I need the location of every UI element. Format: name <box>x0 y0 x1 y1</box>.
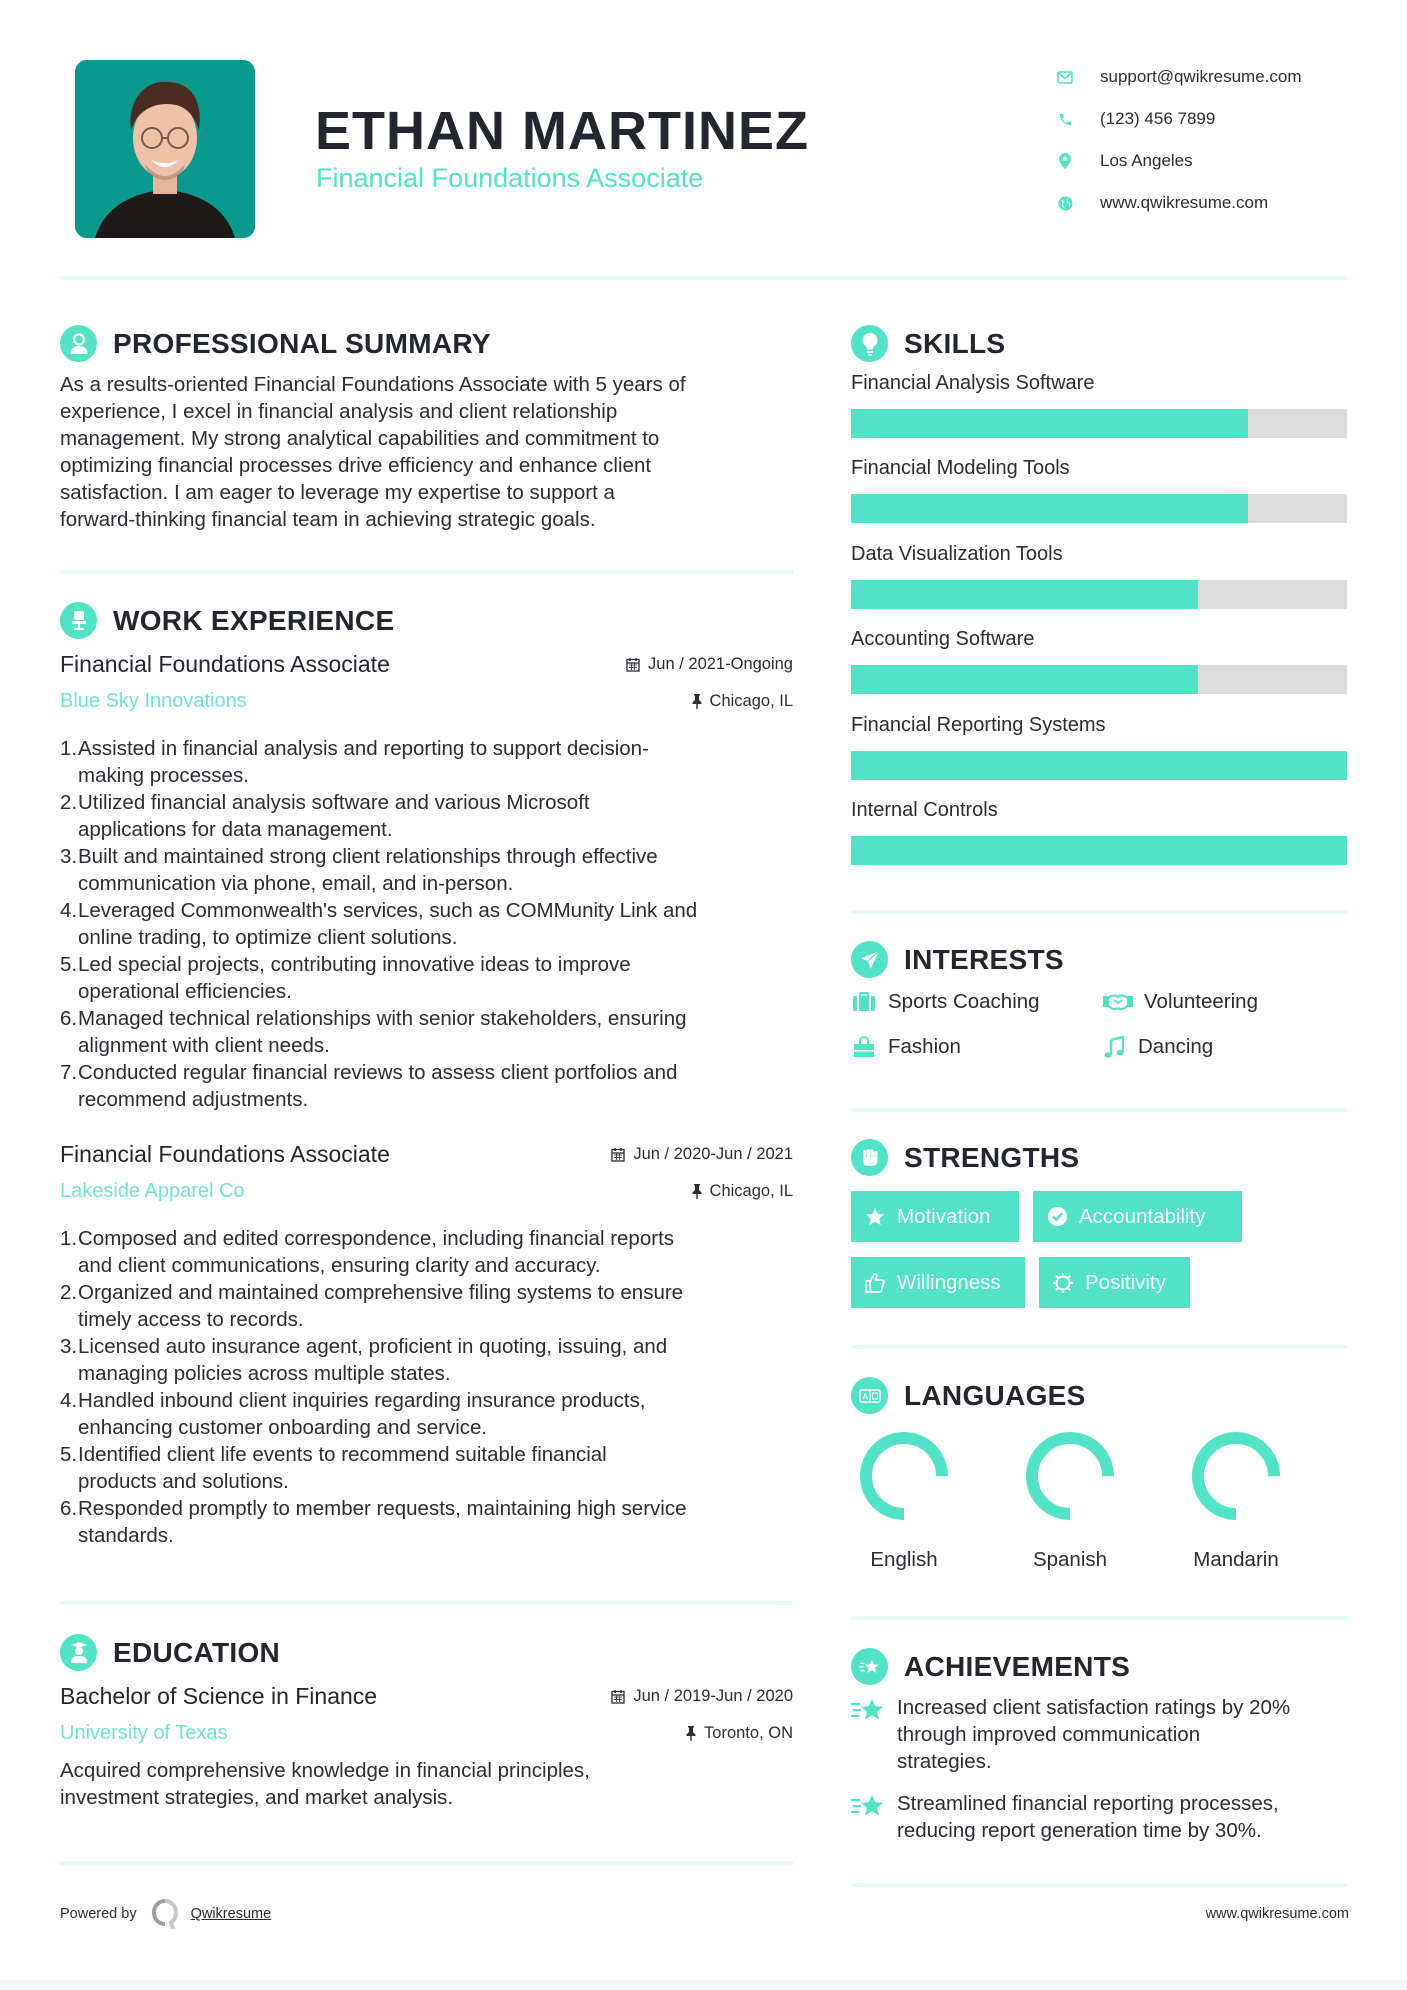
experience-heading <box>60 602 394 639</box>
education-title: EDUCATION <box>113 1636 281 1668</box>
strengths-title: STRENGTHS <box>904 1141 1080 1173</box>
company-name: Blue Sky Innovations <box>60 689 247 712</box>
summary-line: As a results-oriented Financial Foundations Associate with 5 years of <box>60 373 686 396</box>
interest-label: Sports Coaching <box>888 990 1040 1013</box>
website-text: www.qwikresume.com <box>1100 193 1269 212</box>
calendar-icon <box>611 1147 625 1162</box>
education-date-text: Jun / 2019-Jun / 2020 <box>633 1686 793 1705</box>
skill-label: Financial Analysis Software <box>851 372 1095 394</box>
pushpin-icon <box>692 694 702 709</box>
shooting-star-icon <box>851 1790 885 1844</box>
contact-email[interactable] <box>1055 56 1302 98</box>
language-item <box>1181 1430 1291 1572</box>
interests-heading <box>851 941 1064 978</box>
list-item: 5. Led special projects, contributing innovative ideas to improve operational efficiencies. <box>60 953 631 1003</box>
user-icon <box>60 325 97 362</box>
header-divider <box>60 276 1347 280</box>
interest-item <box>851 1035 961 1059</box>
skill-label: Financial Modeling Tools <box>851 457 1070 479</box>
skill-item <box>851 457 1347 523</box>
skill-item <box>851 372 1347 438</box>
summary-text <box>60 371 800 533</box>
calendar-icon <box>626 657 640 672</box>
briefcase-icon <box>851 990 877 1014</box>
language-label: Mandarin <box>1193 1548 1279 1571</box>
job-location <box>692 1182 793 1201</box>
shooting-star-icon <box>851 1694 885 1775</box>
sun-gear-icon <box>1051 1271 1075 1295</box>
skill-bar-fill <box>851 409 1248 438</box>
qwikresume-link[interactable]: Qwikresume <box>190 1906 272 1922</box>
languages-title: LANGUAGES <box>904 1379 1086 1411</box>
education-line: Acquired comprehensive knowledge in financial principles, <box>60 1759 590 1782</box>
skill-bar <box>851 836 1347 865</box>
languages-heading <box>851 1377 1086 1414</box>
award-star-icon <box>851 1648 888 1685</box>
skill-label: Financial Reporting Systems <box>851 714 1106 736</box>
job-entry <box>60 1138 793 1549</box>
fist-icon <box>851 1139 888 1176</box>
summary-divider <box>60 570 793 574</box>
phone-text: (123) 456 7899 <box>1100 109 1216 128</box>
experience-title: WORK EXPERIENCE <box>113 604 395 636</box>
language-progress-ring <box>1024 1430 1116 1522</box>
star-icon <box>863 1205 887 1229</box>
language-label: Spanish <box>1032 1548 1108 1571</box>
strengths-divider <box>851 1345 1347 1349</box>
job-date-text: Jun / 2021-Ongoing <box>648 654 793 673</box>
job-location-text: Chicago, IL <box>709 691 793 710</box>
education-entry <box>60 1680 793 1811</box>
skill-bar-fill <box>851 751 1347 780</box>
job-location-text: Chicago, IL <box>709 1181 793 1200</box>
profile-photo <box>75 60 255 238</box>
skills-heading <box>851 325 1005 362</box>
summary-line: forward-thinking financial team in achieving strategic goals. <box>60 508 596 531</box>
strength-label: Willingness <box>897 1270 1001 1294</box>
achievements-heading <box>851 1648 1130 1685</box>
phone-icon <box>1055 109 1075 129</box>
contact-website[interactable] <box>1055 182 1302 224</box>
language-label: English <box>870 1548 938 1571</box>
list-item: 2. Organized and maintained comprehensive filing systems to ensure timely access to records. <box>60 1281 684 1331</box>
summary-heading <box>60 325 491 362</box>
list-item: 3. Licensed auto insurance agent, proficient in quoting, issuing, and managing policies across multiple states. <box>60 1335 668 1385</box>
calendar-icon <box>611 1689 625 1704</box>
list-item: 7. Conducted regular financial reviews to assess client portfolios and recommend adjustments. <box>60 1061 678 1111</box>
achievements-divider <box>851 1883 1347 1887</box>
education-location-text: Toronto, ON <box>704 1723 793 1742</box>
interest-item <box>1103 1035 1213 1059</box>
qwikresume-logo-icon <box>151 1898 179 1930</box>
strength-tag <box>851 1191 1019 1242</box>
skill-item <box>851 714 1347 780</box>
paper-plane-icon <box>851 941 888 978</box>
list-item: 1. Composed and edited correspondence, including financial reports and client communications, ensuring clarity and accuracy. <box>60 1227 675 1277</box>
contact-list <box>1055 56 1302 224</box>
school-name: University of Texas <box>60 1721 228 1744</box>
interests-title: INTERESTS <box>904 943 1064 975</box>
thumbs-up-icon <box>863 1271 887 1295</box>
achievement-text: Streamlined financial reporting processes, reducing report generation time by 30%. <box>897 1792 1279 1842</box>
handshake-icon <box>1103 990 1133 1014</box>
education-location <box>686 1724 793 1743</box>
achievement-item <box>851 1694 1351 1775</box>
globe-icon <box>1055 193 1075 213</box>
skill-bar <box>851 580 1347 609</box>
skill-bar <box>851 665 1347 694</box>
language-progress-ring <box>1190 1430 1282 1522</box>
strength-tag <box>1039 1257 1190 1308</box>
skill-item <box>851 799 1347 865</box>
language-progress-ring <box>858 1430 950 1522</box>
contact-location <box>1055 140 1302 182</box>
job-date <box>626 655 793 674</box>
experience-divider <box>60 1601 793 1605</box>
job-entry <box>60 648 793 1113</box>
contact-phone[interactable] <box>1055 98 1302 140</box>
location-text: Los Angeles <box>1100 151 1193 170</box>
svg-text:A: A <box>862 1392 868 1401</box>
candidate-name: ETHAN MARTINEZ <box>315 101 809 161</box>
degree-title: Bachelor of Science in Finance <box>60 1682 378 1709</box>
job-title: Financial Foundations Associate <box>60 650 390 677</box>
achievement-item <box>851 1790 1351 1844</box>
skill-label: Internal Controls <box>851 799 998 821</box>
interest-item <box>1103 990 1258 1014</box>
list-item: 4. Leveraged Commonwealth's services, such as COMMunity Link and online trading, to optimize client solutions. <box>60 899 698 949</box>
page-bottom-edge <box>0 1980 1407 1990</box>
languages-divider <box>851 1616 1347 1620</box>
list-item: 1. Assisted in financial analysis and reporting to support decision- making processes. <box>60 737 649 787</box>
summary-line: experience, I excel in financial analysis and client relationship <box>60 400 618 423</box>
list-item: 6. Managed technical relationships with senior stakeholders, ensuring alignment with client needs. <box>60 1007 687 1057</box>
interests-divider <box>851 1108 1347 1112</box>
skill-bar-fill <box>851 494 1248 523</box>
strength-label: Motivation <box>897 1204 991 1228</box>
check-circle-icon <box>1045 1205 1069 1229</box>
list-item: 5. Identified client life events to recommend suitable financial products and solutions. <box>60 1443 607 1493</box>
summary-line: optimizing financial processes drive efficiency and enhance client <box>60 454 652 477</box>
translate-icon <box>851 1377 888 1414</box>
education-description <box>60 1757 793 1811</box>
skill-bar-fill <box>851 665 1198 694</box>
location-icon <box>1055 151 1075 171</box>
skill-label: Data Visualization Tools <box>851 543 1063 565</box>
interest-label: Fashion <box>888 1035 961 1058</box>
pushpin-icon <box>692 1184 702 1199</box>
list-item: 3. Built and maintained strong client relationships through effective communication via phone, email, and in-person. <box>60 845 658 895</box>
job-date <box>611 1145 793 1164</box>
email-text: support@qwikresume.com <box>1100 67 1302 86</box>
powered-by <box>60 1898 271 1930</box>
job-responsibilities <box>60 735 793 1113</box>
skill-item <box>851 543 1347 609</box>
strength-label: Positivity <box>1085 1270 1166 1294</box>
strength-tag <box>1033 1191 1242 1242</box>
list-item: 2. Utilized financial analysis software and various Microsoft applications for data management. <box>60 791 590 841</box>
office-chair-icon <box>60 602 97 639</box>
email-icon <box>1055 67 1075 87</box>
skill-label: Accounting Software <box>851 628 1035 650</box>
shopping-bag-icon <box>851 1035 877 1059</box>
company-name: Lakeside Apparel Co <box>60 1179 245 1202</box>
summary-title: PROFESSIONAL SUMMARY <box>113 327 491 359</box>
skill-bar-fill <box>851 836 1347 865</box>
skills-divider <box>851 910 1347 914</box>
job-date-text: Jun / 2020-Jun / 2021 <box>633 1144 793 1163</box>
job-responsibilities <box>60 1225 793 1549</box>
strengths-heading <box>851 1139 1079 1176</box>
language-item <box>1015 1430 1125 1572</box>
education-divider <box>60 1861 793 1865</box>
achievement-text: Increased client satisfaction ratings by 20% through improved communication strategies. <box>897 1696 1291 1773</box>
job-location <box>692 692 793 711</box>
interest-label: Volunteering <box>1144 990 1258 1013</box>
education-date <box>611 1687 793 1706</box>
skill-bar <box>851 494 1347 523</box>
graduate-icon <box>60 1634 97 1671</box>
list-item: 6. Responded promptly to member requests, maintaining high service standards. <box>60 1497 687 1547</box>
summary-line: management. My strong analytical capabilities and commitment to <box>60 427 660 450</box>
lightbulb-icon <box>851 325 888 362</box>
education-heading <box>60 1634 280 1671</box>
interest-label: Dancing <box>1138 1035 1214 1058</box>
summary-line: satisfaction. I am eager to leverage my expertise to support a <box>60 481 615 504</box>
skill-bar-fill <box>851 580 1198 609</box>
skills-title: SKILLS <box>904 327 1006 359</box>
candidate-title: Financial Foundations Associate <box>316 163 704 193</box>
skill-item <box>851 628 1347 694</box>
interest-item <box>851 990 1040 1014</box>
pushpin-icon <box>686 1726 696 1741</box>
music-note-icon <box>1103 1035 1125 1059</box>
achievements-title: ACHIEVEMENTS <box>904 1650 1131 1682</box>
skill-bar <box>851 409 1347 438</box>
powered-by-label: Powered by <box>60 1906 137 1922</box>
job-title: Financial Foundations Associate <box>60 1140 390 1167</box>
skill-bar <box>851 751 1347 780</box>
list-item: 4. Handled inbound client inquiries regarding insurance products, enhancing customer onboarding and service. <box>60 1389 646 1439</box>
footer-website-link[interactable]: www.qwikresume.com <box>1205 1906 1349 1922</box>
strength-tag <box>851 1257 1025 1308</box>
education-line: investment strategies, and market analysis. <box>60 1786 454 1809</box>
language-item <box>849 1430 959 1572</box>
strength-label: Accountability <box>1079 1204 1206 1228</box>
